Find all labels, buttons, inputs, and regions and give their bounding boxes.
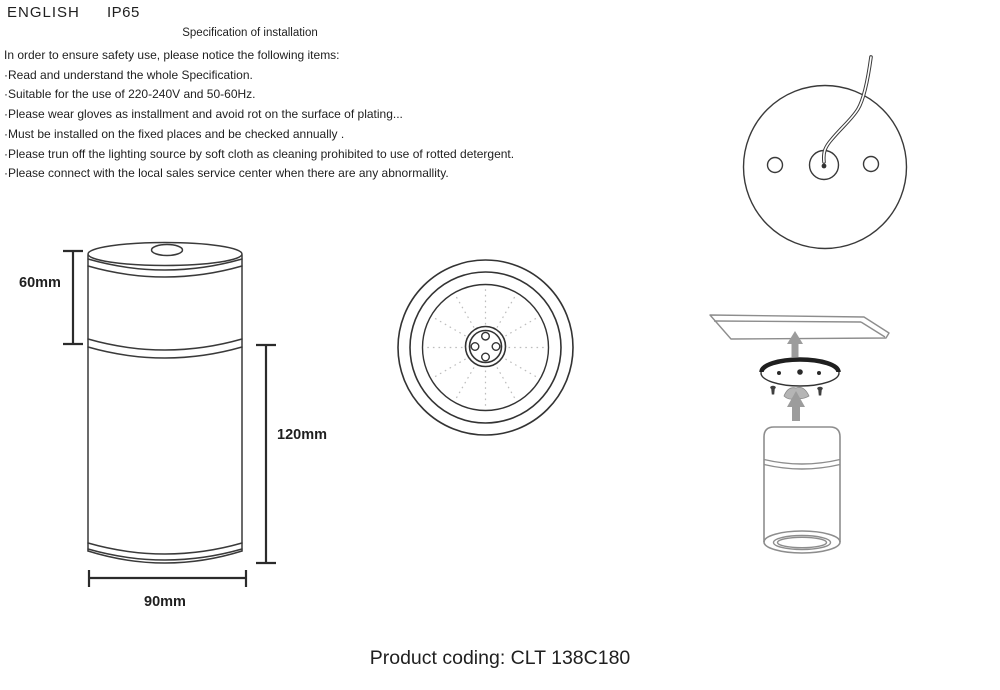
ip-rating-label: IP65	[107, 4, 140, 21]
arrow-up-icon	[787, 331, 803, 357]
safety-instructions	[4, 46, 564, 184]
lamp-body	[764, 427, 840, 542]
plate-screw-hole-right	[864, 157, 879, 172]
instruction-line: ·Please connect with the local sales service center when there are any abnormallity.	[4, 166, 449, 181]
plate-screw-hole-left	[768, 158, 783, 173]
cylinder-side-view-drawing	[88, 243, 242, 564]
cylinder-mid-joint	[88, 339, 242, 350]
language-label: ENGLISH	[7, 4, 80, 21]
ceiling-panel	[710, 315, 889, 339]
supply-wire	[824, 57, 871, 162]
dim-60mm-label: 60mm	[19, 275, 61, 291]
mounting-plate-with-wire-drawing	[744, 57, 907, 249]
instruction-line: ·Suitable for the use of 220-240V and 50-60Hz.	[4, 87, 256, 102]
instruction-line: ·Must be installed on the fixed places and be checked annually .	[4, 126, 345, 141]
dim-120mm-label: 120mm	[277, 427, 327, 443]
instruction-line: ·Read and understand the whole Specification.	[4, 67, 253, 82]
mounting-ring-holes	[777, 369, 821, 375]
hub-screw-holes	[471, 332, 500, 360]
instruction-line: ·Please trun off the lighting source by soft cloth as cleaning prohibited to use of rotted detergent.	[4, 146, 515, 161]
page-title: Specification of installation	[182, 27, 318, 39]
radial-dotted-lines	[426, 288, 546, 408]
cylinder-top-hole	[152, 245, 183, 256]
cylinder-bottom-rim	[88, 551, 242, 563]
cylinder-top-view-drawing	[398, 260, 573, 435]
product-coding: Product coding: CLT 138C180	[369, 647, 631, 669]
cylinder-top-face	[88, 243, 242, 266]
wire-entry-dot	[822, 164, 827, 169]
instruction-line: ·Please wear gloves as installment and avoid rot on the surface of plating...	[4, 107, 403, 122]
installation-diagram	[710, 315, 889, 553]
dimension-lines	[63, 251, 276, 587]
center-hub-inner	[470, 331, 502, 363]
dim-90mm-label: 90mm	[144, 594, 186, 610]
instructions-intro: In order to ensure safety use, please notice the following items:	[4, 48, 340, 62]
